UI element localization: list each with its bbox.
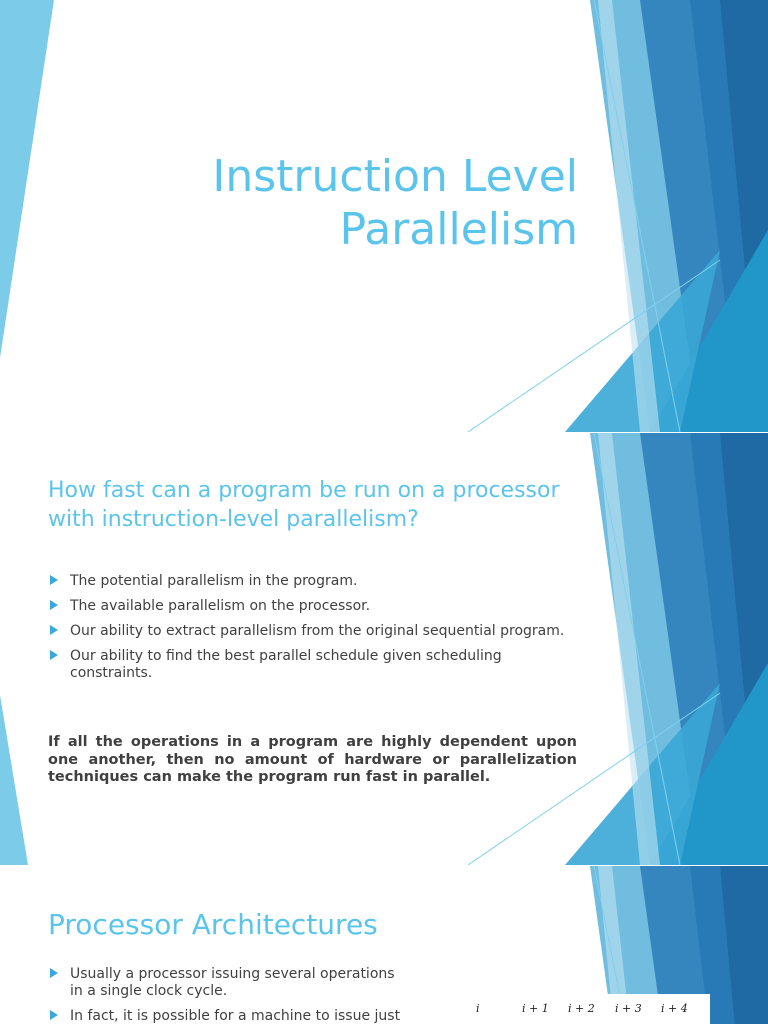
pipeline-diagram [460, 994, 710, 1024]
pipeline-label: i + 2 [568, 1002, 595, 1015]
slide-processor-architectures [0, 866, 768, 1024]
slide-3-heading: Processor Architectures [48, 908, 378, 941]
title-line-2: Parallelism [339, 204, 578, 255]
list-item [48, 623, 568, 640]
pipeline-label: i + 1 [522, 1002, 549, 1015]
slide-3-bullet-list [48, 966, 408, 1024]
triangle-bullet-icon [50, 600, 58, 610]
list-item [48, 1008, 408, 1024]
bullet-text: The potential parallelism in the program. [70, 573, 358, 589]
triangle-bullet-icon [50, 650, 58, 660]
pipeline-label: i [476, 1002, 480, 1015]
triangle-bullet-icon [50, 575, 58, 585]
bullet-text: Usually a processor issuing several operations in a single clock cycle. [70, 966, 395, 999]
left-accent-shape [0, 695, 28, 865]
list-item [48, 966, 408, 1000]
title-line-1: Instruction Level [212, 151, 578, 202]
left-accent-shape [0, 0, 54, 358]
triangle-bullet-icon [50, 625, 58, 635]
bullet-text: Our ability to extract parallelism from the original sequential program. [70, 623, 565, 639]
list-item [48, 573, 568, 590]
slide-2-bullet-list [48, 573, 568, 690]
bullet-text: The available parallelism on the processor. [70, 598, 371, 614]
bullet-text: Our ability to find the best parallel schedule given scheduling constraints. [70, 648, 502, 681]
slide-title [0, 0, 768, 432]
key-statement: If all the operations in a program are highly dependent upon one another, then no amount of hardware or parallelization techniques can make the program run fast in parallel. [48, 734, 577, 785]
slide-2-heading: How fast can a program be run on a processor with instruction-level parallelism? [48, 478, 560, 532]
triangle-bullet-icon [50, 968, 58, 978]
pipeline-label: i + 4 [661, 1002, 688, 1015]
triangle-bullet-icon [50, 1010, 58, 1020]
list-item [48, 648, 568, 682]
list-item [48, 598, 568, 615]
slide-ilp-speed [0, 433, 768, 865]
bullet-text: In fact, it is possible for a machine to issue just [70, 1008, 401, 1024]
slide-title-heading [58, 150, 578, 256]
pipeline-label: i + 3 [615, 1002, 642, 1015]
